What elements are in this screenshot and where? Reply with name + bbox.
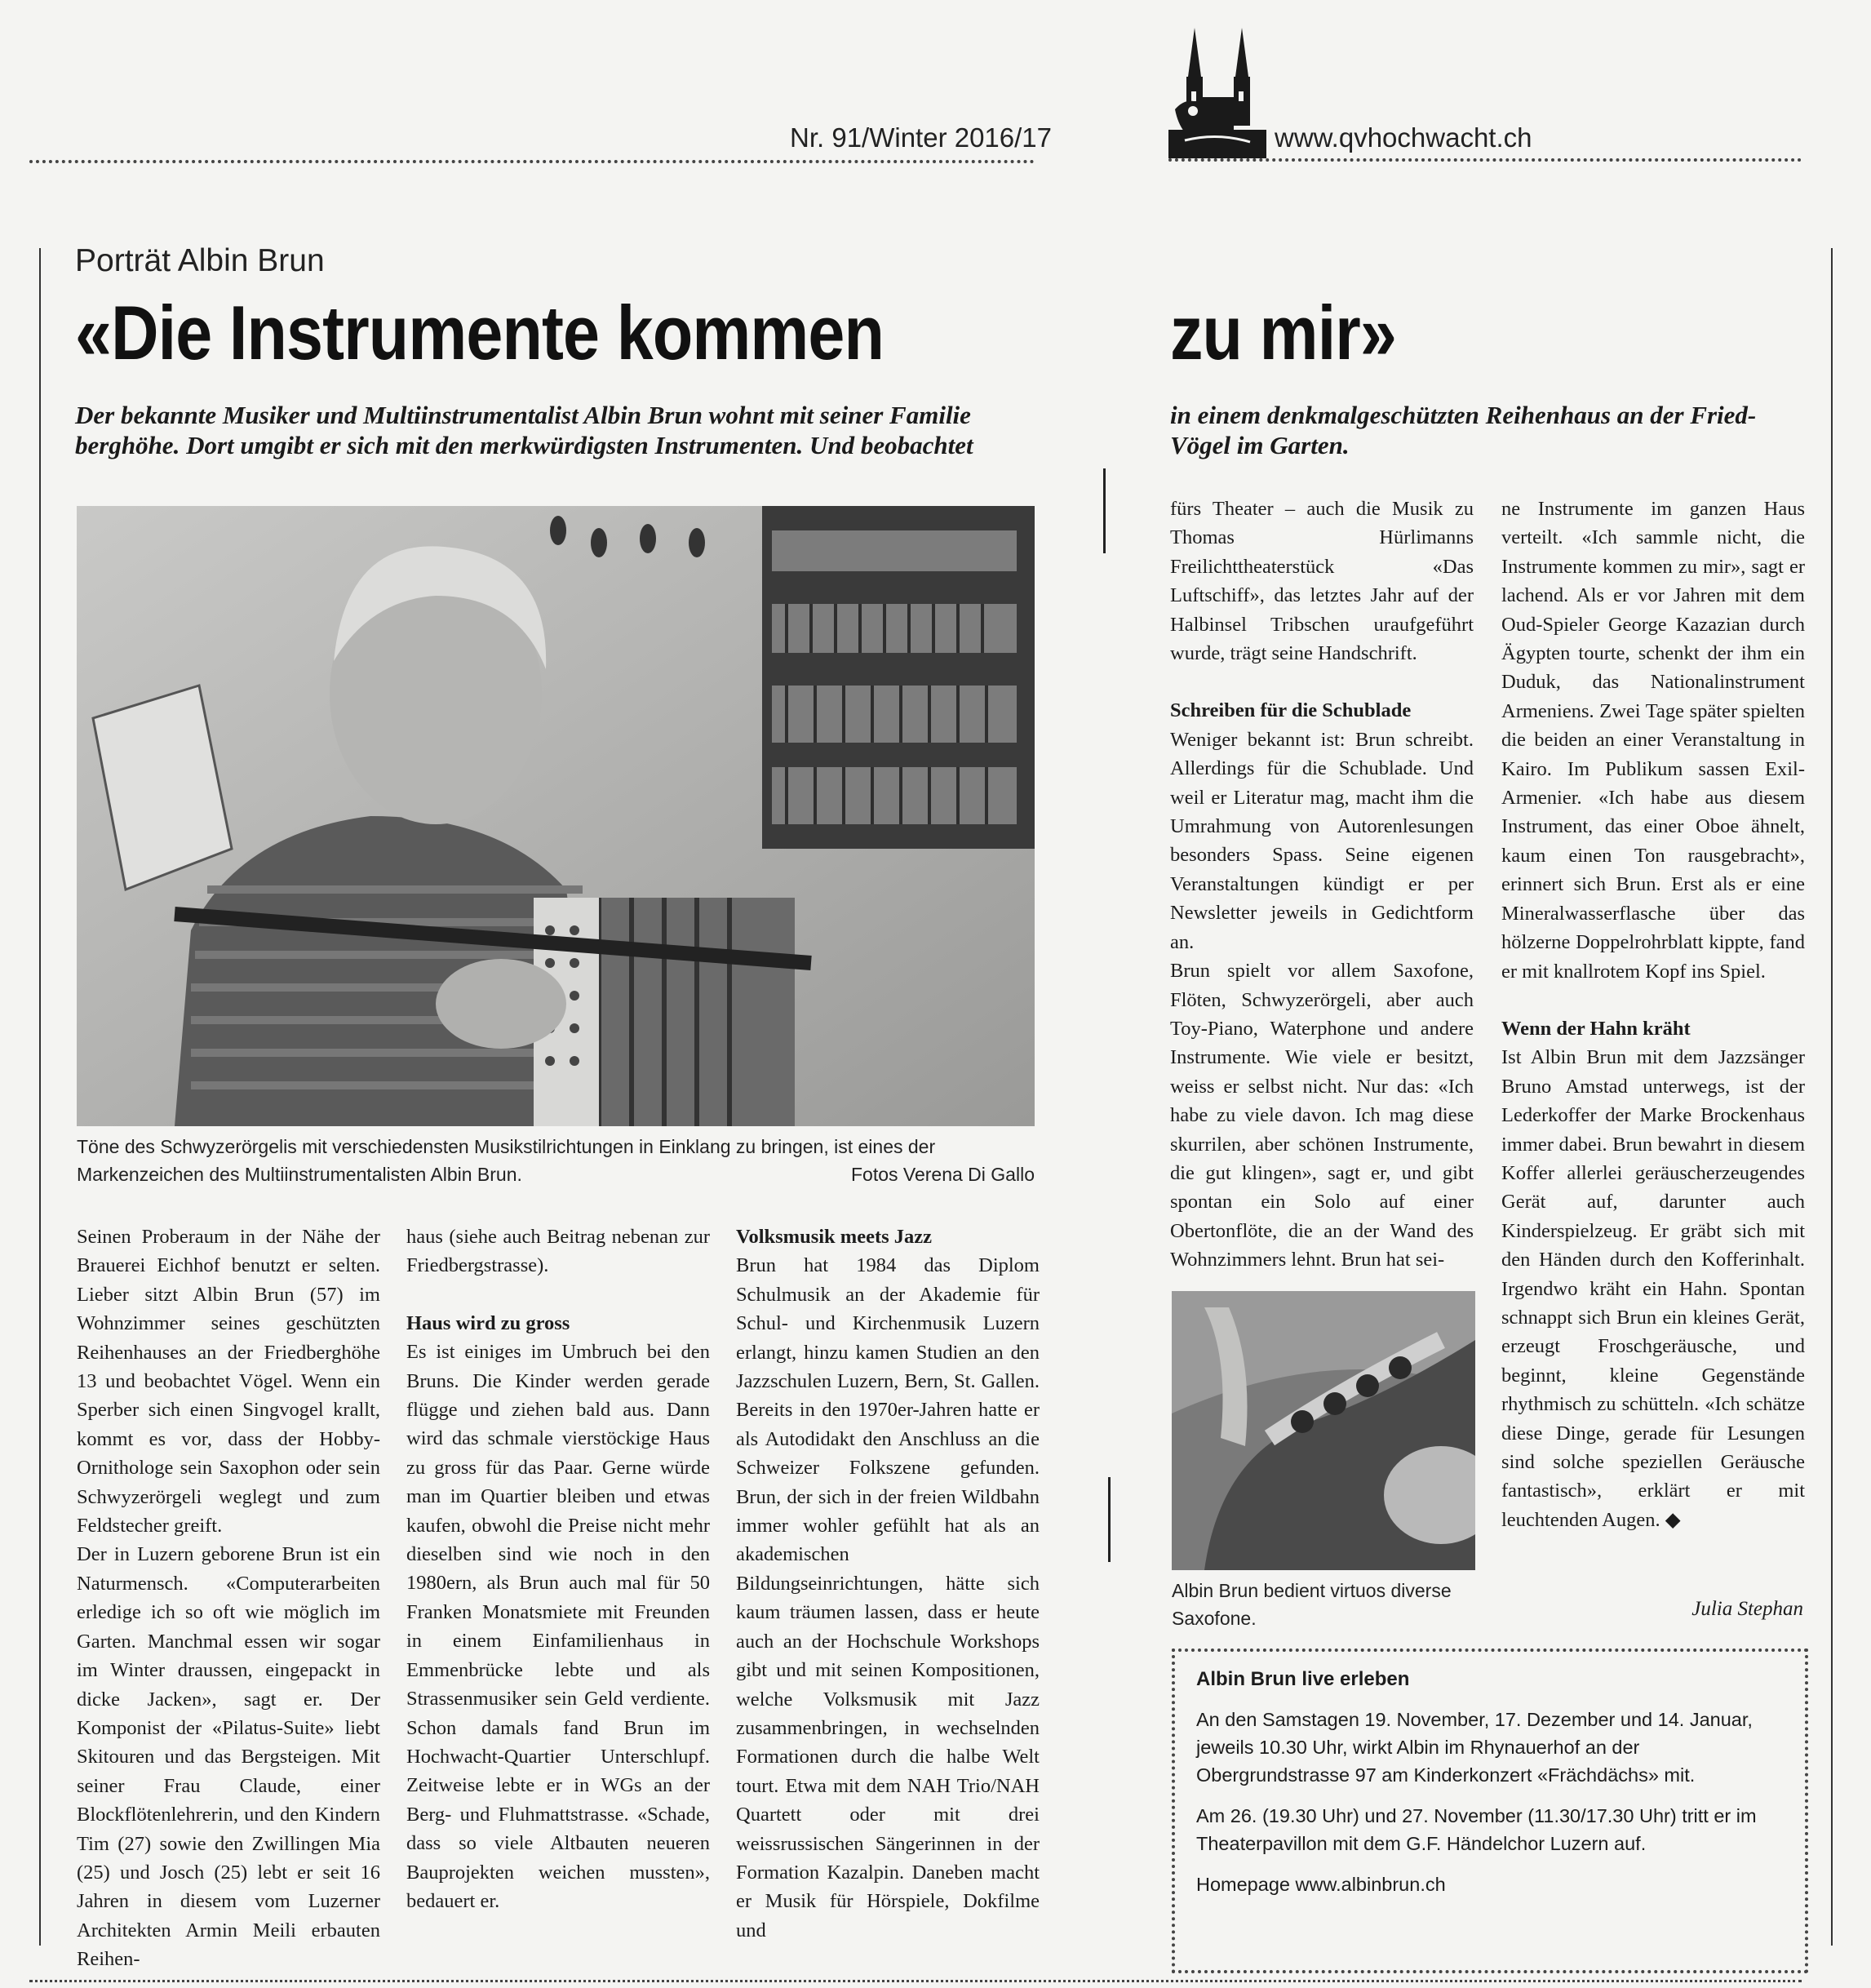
subheading-schreiben-fuer-die-schublade: Schreiben für die Schublade	[1170, 699, 1412, 722]
info-box-title: Albin Brun live erleben	[1196, 1668, 1410, 1690]
header-rule-right	[1168, 158, 1802, 162]
header-rule-left	[29, 160, 1035, 163]
church-towers-icon	[1168, 20, 1266, 158]
paragraph: Brun hat 1984 das Diplom Schulmusik an der Akademie für Schul- und Kirchenmusik Luzern erlangt, hinzu kamen Studien an den Jazzschulen Luzern, Bern, St. Gallen. Bereits in den 1970er-Jahren hatte er als Autodidakt den Anschluss an die Schweizer Folkszene gefunden. Brun, der sich in der freien Wildbahn immer wohler gefühlt hat als an akademischen Bildungseinrichtungen, hätte sich kaum träumen lassen, dass er heute auch an der Hochschule Workshops gibt und mit seinen Kompositionen, welche Volksmusik mit Jazz zusammenbringen, in wechselnden Formationen durch die halbe Welt tourt. Etwa mit dem NAH Trio/NAH Quartett oder mit drei weissrussischen Sängerinnen in der Formation Kazalpin. Daneben macht er Musik für Hörspiele, Dokfilme und	[736, 1254, 1040, 1941]
headline-left: «Die Instrumente kommen	[75, 290, 885, 375]
photo-credit: Fotos Verena Di Gallo	[850, 1164, 1035, 1185]
info-box-paragraph-1: An den Samstagen 19. November, 17. Dezember und 14. Januar, jeweils 10.30 Uhr, wirkt Albin im Rhynauerhof an der Obergrundstrasse 97 am Kinderkonzert «Frächdächs» mit.	[1196, 1709, 1753, 1786]
lead-right: in einem denkmalgeschützten Reihenhaus an der Fried-Vögel im Garten.	[1170, 401, 1757, 459]
article-kicker: Porträt Albin Brun	[75, 243, 325, 278]
paragraph: Der in Luzern geborene Brun ist ein Naturmensch. «Computerarbeiten erledige ich so oft wie möglich im Garten. Manchmal essen wir sogar im Winter draussen, eingepackt in dicke Jacken», sagt er. Der Komponist der «Pilatus-Suite» liebt Skitouren und das Bergsteigen. Mit seiner Frau Claude, einer Blockflötenlehrerin, und den Kindern Tim (27) sowie den Zwillingen Mia (25) und Josch (25) lebt er seit 16 Jahren in diesem vom Luzerner Architekten Armin Meili erbauten Reihen-	[77, 1543, 380, 1971]
issue-label: Nr. 91/Winter 2016/17	[790, 122, 1053, 153]
fold-mark-bottom	[1108, 1477, 1111, 1562]
body-column-5	[1501, 495, 1805, 1534]
paragraph: Seinen Proberaum in der Nähe der Brauerei Eichhof benutzt er selten. Lieber sitzt Albin Brun (57) im Wohnzimmer seines geschützten Reihenhauses an der Friedberghöhe 13 und beobachtet Vögel. Wenn ein Sperber sich einen Singvogel krallt, kommt es vor, dass der Hobby-Ornithologe sein Saxophon oder sein Schwyzerörgeli weglegt und zum Feldstecher greift.	[77, 1226, 380, 1538]
saxophone-photo	[1172, 1291, 1475, 1570]
paragraph: ne Instrumente im ganzen Haus verteilt. «Ich sammle nicht, die Instrumente kommen zu mir», sagt er lachend. Als er vor Jahren mit dem Oud-Spieler George Kazazian durch Ägypten tourte, schenkt der ihm ein Duduk, das Nationalinstrument Armeniens. Zwei Tage später spielten die beiden an einer Veranstaltung in Kairo. Im Publikum sassen Exil-Armenier. «Ich habe aus diesem Instrument, das einer Oboe ähnelt, kaum einen Ton rausgebracht», erinnert sich Brun. Erst als er eine Mineralwasserflasche über das hölzerne Doppelrohrblatt kippte, fand er mit knallrotem Kopf ins Spiel.	[1501, 498, 1805, 983]
right-margin-rule	[1831, 248, 1833, 1946]
main-photo-accordion	[77, 506, 1035, 1126]
author-byline: Julia Stephan	[1691, 1598, 1803, 1620]
accordion-player-photo	[77, 506, 1035, 1126]
paragraph: haus (siehe auch Beitrag nebenan zur Friedbergstrasse).	[406, 1226, 710, 1277]
saxophone-closeup-photo	[1172, 1291, 1475, 1570]
paragraph: fürs Theater – auch die Musik zu Thomas Hürlimanns Freilichttheaterstück «Das Luftschiff», das letztes Jahr auf der Halbinsel Tribschen uraufgeführt wurde, trägt seine Handschrift.	[1170, 498, 1474, 665]
saxophone-photo-caption: Albin Brun bedient virtuos diverse Saxofone.	[1172, 1580, 1452, 1629]
body-column-2	[406, 1223, 710, 1915]
left-margin-rule	[39, 248, 41, 1946]
info-box-homepage: Homepage www.albinbrun.ch	[1196, 1874, 1446, 1895]
subheading-wenn-der-hahn-kraeht: Wenn der Hahn kräht	[1501, 1017, 1691, 1040]
subheading-volksmusik-meets-jazz: Volksmusik meets Jazz	[736, 1226, 933, 1248]
headline-right: zu mir»	[1170, 290, 1397, 375]
paragraph: Brun spielt vor allem Saxofone, Flöten, Schwyzerörgeli, aber auch Toy-Piano, Waterphone und andere Instrumente. Wie viele er besitzt, weiss er selbst nicht. Nur das: «Ich habe zu viele davon. Ich mag diese skurrilen, aber schönen Instrumente, die gut klingen», sagt er, und gibt spontan ein Solo auf einer Obertonflöte, die an der Wand des Wohnzimmers lehnt. Brun hat sei-	[1170, 960, 1474, 1271]
body-column-4	[1170, 495, 1474, 1275]
church-logo	[1168, 20, 1266, 158]
info-box-paragraph-2: Am 26. (19.30 Uhr) und 27. November (11.30/17.30 Uhr) tritt er im Theaterpavillon mit dem G.F. Händelchor Luzern auf.	[1196, 1805, 1757, 1854]
paragraph: Ist Albin Brun mit dem Jazzsänger Bruno Amstad unterwegs, ist der Lederkoffer der Marke Brockenhaus immer dabei. Brun bewahrt in diesem Koffer allerlei geräuscherzeugendes Gerät auf, darunter auch Kinderspielzeug. Er gräbt sich mit den Händen durch den Kofferinhalt. Irgendwo kräht ein Hahn. Spontan schnappt sich Brun ein kleines Gerät, erzeugt Froschgeräusche, und beginnt, kleine Gegenstände rhythmisch zu schütteln. «Ich schätze diese Dinge, gerade für Lesungen sind solche speziellen Geräusche fantastisch», erklärt er mit leuchtenden Augen. ◆	[1501, 1046, 1805, 1531]
event-info-box	[1172, 1649, 1808, 1973]
body-column-3	[736, 1223, 1040, 1945]
lead-left: Der bekannte Musiker und Multiinstrumentalist Albin Brun wohnt mit seiner Familie berghöhe. Dort umgibt er sich mit den merkwürdigsten Instrumenten. Und beobachtet	[75, 401, 973, 459]
subheading-haus-wird-zu-gross: Haus wird zu gross	[406, 1311, 570, 1334]
paragraph: Weniger bekannt ist: Brun schreibt. Allerdings für die Schublade. Und weil er Literatur mag, macht ihm die Umrahmung von Autorenlesungen besonders Spass. Seine eigenen Veranstaltungen kündigt er per Newsletter jeweils in Gedichtform an.	[1170, 728, 1474, 953]
fold-mark-top	[1103, 468, 1106, 553]
paragraph: Es ist einiges im Umbruch bei den Bruns. Die Kinder werden gerade flügge und ziehen bald aus. Dann wird das schmale vierstöckige Haus zu gross für das Paar. Gerne würde man im Quartier bleiben und etwas kaufen, obwohl die Preise nicht mehr dieselben sind wie noch in den 1980ern, als Brun auch mal für 50 Franken Monatsmiete mit Freunden in einem Einfamilienhaus in Emmenbrücke lebte und als Strassenmusiker sein Geld verdiente. Schon damals fand Brun im Hochwacht-Quartier Unterschlupf. Zeitweise lebte er in WGs an der Berg- und Fluhmattstrasse. «Schade, dass so viele Altbauten neueren Bauprojekten weichen mussten», bedauert er.	[406, 1341, 710, 1912]
body-column-1	[77, 1223, 380, 1974]
main-photo-caption: Töne des Schwyzerörgelis mit verschiedensten Musikstilrichtungen in Einklang zu bringen, ist eines der Markenzeichen des Multiinstrumentalisten Albin Brun.	[77, 1136, 936, 1185]
footer-rule	[29, 1980, 1802, 1982]
website-label: www.qvhochwacht.ch	[1275, 122, 1532, 153]
